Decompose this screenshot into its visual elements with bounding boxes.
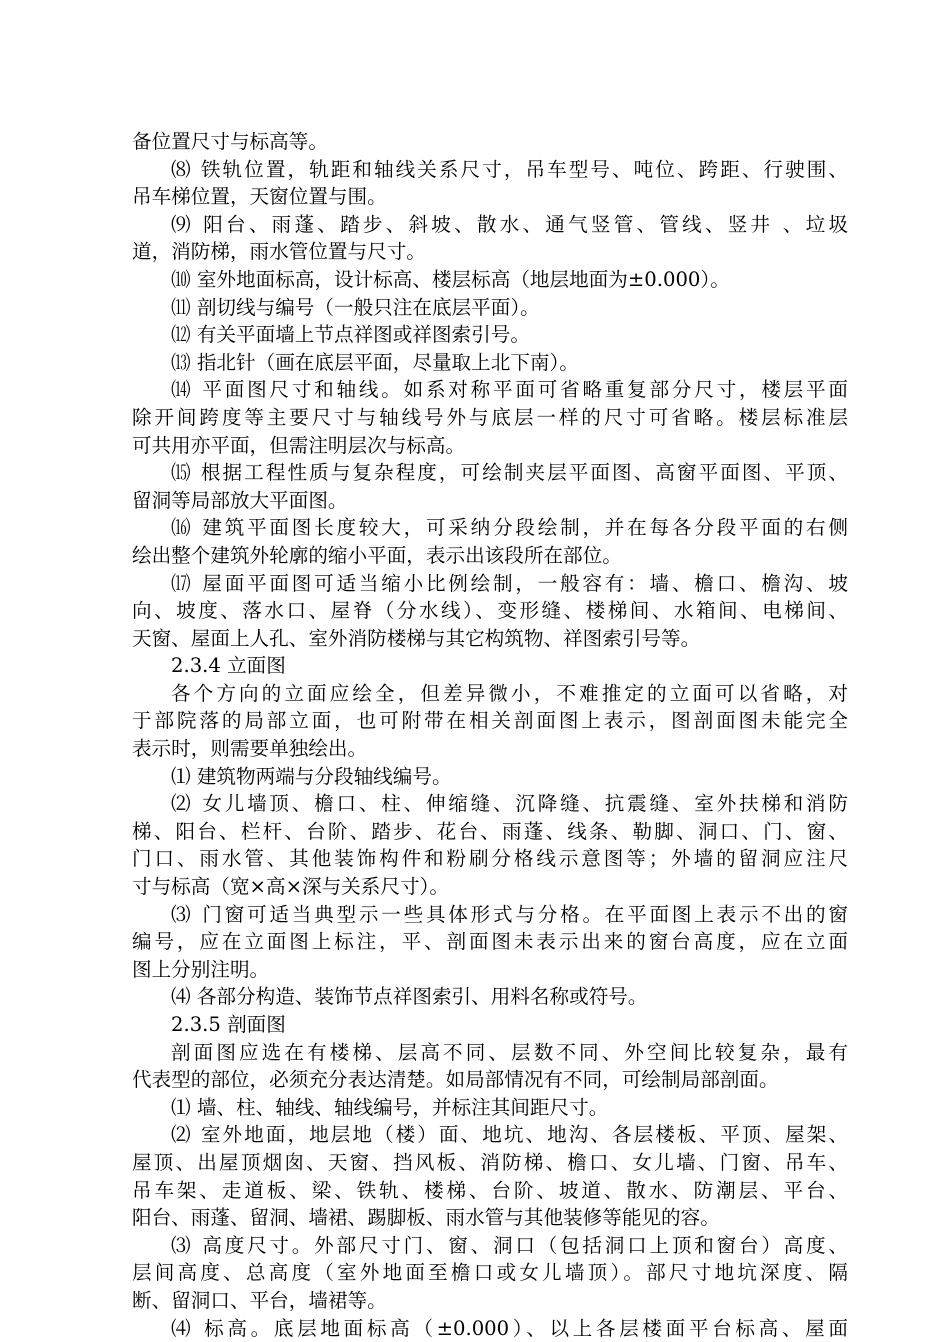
text-line: 层间高度、总高度（室外地面至檐口或女儿墙顶）。部尺寸地坑深度、隔: [132, 1261, 848, 1285]
text-line: ⑴ 建筑物两端与分段轴线编号。: [171, 764, 452, 788]
document-page: [132, 128, 848, 1342]
text-line: 剖面图应选在有楼梯、层高不同、层数不同、外空间比较复杂，最有: [171, 1040, 848, 1064]
text-line: ⑷ 各部分构造、装饰节点祥图索引、用料名称或符号。: [171, 985, 648, 1009]
text-line: ⑾ 剖切线与编号（一般只注在底层平面）。: [171, 295, 540, 319]
text-line: ⑵ 室外地面，地层地（楼）面、地坑、地沟、各层楼板、平顶、屋架、: [171, 1123, 848, 1147]
text-line: 屋顶、出屋顶烟囱、天窗、挡风板、消防梯、檐口、女儿墙、门窗、吊车、: [132, 1150, 848, 1174]
text-line: 梯、阳台、栏杆、台阶、踏步、花台、雨蓬、线条、勒脚、洞口、门、窗、: [132, 819, 848, 843]
text-line: 绘出整个建筑外轮廓的缩小平面，表示出该段所在部位。: [132, 543, 622, 567]
text-line: ⑶ 高度尺寸。外部尺寸门、窗、洞口（包括洞口上顶和窗台）高度、: [171, 1233, 848, 1257]
text-line: 阳台、雨蓬、留洞、墙裙、踢脚板、雨水管与其他装修等能见的容。: [132, 1206, 720, 1230]
text-line: 留洞等局部放大平面图。: [132, 488, 348, 512]
text-line: 2.3.4 立面图: [171, 654, 286, 678]
text-line: ⑴ 墙、柱、轴线、轴线编号，并标注其间距尺寸。: [171, 1095, 609, 1119]
text-line: 吊车架、走道板、梁、铁轨、楼梯、台阶、坡道、散水、防潮层、平台、: [132, 1178, 848, 1202]
text-line: ⑿ 有关平面墙上节点祥图或祥图索引号。: [171, 323, 530, 347]
text-line: 备位置尺寸与标高等。: [132, 130, 328, 153]
text-line: ⒄ 屋面平面图可适当缩小比例绘制，一般容有：墙、檐口、檐沟、坡: [171, 571, 848, 595]
text-line: ⑻ 铁轨位置，轨距和轴线关系尺寸，吊车型号、吨位、跨距、行驶围、: [171, 157, 848, 181]
text-line: ⑽ 室外地面标高，设计标高、楼层标高（地层地面为±0.000）。: [171, 267, 730, 291]
text-line: ⒁ 平面图尺寸和轴线。如系对称平面可省略重复部分尺寸，楼层平面: [171, 378, 848, 402]
text-line: 门口、雨水管、其他装饰构件和粉刷分格线示意图等；外墙的留洞应注尺: [132, 847, 848, 871]
text-line: 天窗、屋面上人孔、室外消防楼梯与其它构筑物、祥图索引号等。: [132, 626, 701, 650]
text-line: 可共用亦平面，但需注明层次与标高。: [132, 433, 466, 457]
text-line: 2.3.5 剖面图: [171, 1013, 286, 1036]
text-line: 吊车梯位置，天窗位置与围。: [132, 185, 387, 209]
text-line: 于部院落的局部立面，也可附带在相关剖面图上表示，图剖面图未能完全: [132, 709, 848, 733]
text-line: ⒂ 根据工程性质与复杂程度，可绘制夹层平面图、高窗平面图、平顶、: [171, 461, 848, 485]
text-line: 道，消防梯，雨水管位置与尺寸。: [132, 240, 426, 264]
text-line: 图上分别注明。: [132, 957, 270, 981]
text-line: 编号，应在立面图上标注，平、剖面图未表示出来的窗台高度，应在立面: [132, 930, 848, 954]
text-line: 除开间跨度等主要尺寸与轴线号外与底层一样的尺寸可省略。楼层标准层: [132, 405, 848, 429]
text-line: ⒃ 建筑平面图长度较大，可采纳分段绘制，并在每各分段平面的右侧: [171, 516, 848, 540]
text-line: ⑵ 女儿墙顶、檐口、柱、伸缩缝、沉降缝、抗震缝、室外扶梯和消防: [171, 792, 848, 816]
text-line: 表示时，则需要单独绘出。: [132, 737, 368, 761]
text-line: ⒀ 指北针（画在底层平面，尽量取上北下南）。: [171, 350, 579, 374]
text-line: ⑷ 标高。底层地面标高（±0.000）、以上各层楼面平台标高、屋面: [171, 1316, 848, 1340]
text-line: 各个方向的立面应绘全，但差异微小，不难推定的立面可以省略，对: [171, 681, 848, 705]
text-line: ⑶ 门窗可适当典型示一些具体形式与分格。在平面图上表示不出的窗: [171, 902, 848, 926]
text-line: ⑼ 阳台、雨蓬、踏步、斜坡、散水、通气竖管、管线、竖井 、垃圾: [171, 212, 848, 236]
text-line: 寸与标高（宽×高×深与关系尺寸）。: [132, 875, 449, 899]
text-line: 断、留洞口、平台，墙裙等。: [132, 1288, 387, 1312]
text-line: 向、坡度、落水口、屋脊（分水线）、变形缝、楼梯间、水箱间、电梯间、: [132, 599, 848, 623]
text-line: 代表型的部位，必须充分表达清楚。如局部情况有不同，可绘制局部剖面。: [132, 1068, 779, 1092]
